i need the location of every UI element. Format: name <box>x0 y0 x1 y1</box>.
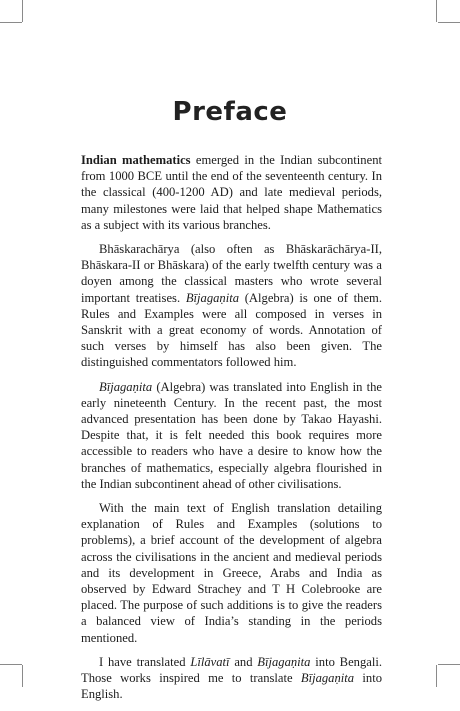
crop-mark-top-left <box>22 0 23 22</box>
crop-mark-bottom-right <box>436 665 437 687</box>
text-run: Līlāvatī <box>190 654 230 669</box>
crop-mark-left-upper <box>0 22 22 23</box>
text-run: Bījagaṇita <box>99 379 153 394</box>
paragraph-4 <box>81 500 382 646</box>
crop-mark-bottom-left <box>22 665 23 687</box>
text-run: Bījagaṇita <box>257 654 311 669</box>
text-run: into Bengali. Those works inspired me to translate <box>81 654 382 686</box>
paragraph-3 <box>81 379 382 492</box>
crop-mark-right-upper <box>438 22 460 23</box>
text-run: (Algebra) is one of them. Rules and Examples were all composed in verses in Sanskrit with a great economy of words. Annotation of such verses by himself has also been given. The distinguished commentators followed him. <box>81 290 382 370</box>
text-run: I have translated <box>99 654 191 669</box>
body-text <box>81 152 382 711</box>
text-run: Bījagaṇita <box>300 671 355 686</box>
crop-mark-left-lower <box>0 664 22 665</box>
text-run: into English. <box>81 671 382 702</box>
text-run: (Algebra) was translated into English in the early nineteenth Century. In the recent past, the most advanced presentation has been done by Takao Hayashi. Despite that, it is felt needed this book requires more accessible to readers who have a desire to know how the branches of mathematics, especially algebra flourished in the Indian subcontinent ahead of other civilisations. <box>81 379 382 491</box>
paragraph-5 <box>81 654 382 703</box>
text-run: With the main text of English translation detailing explanation of Rules and Examples (solutions to problems), a brief account of the development of algebra across the civilisations in the ancient and medieval periods and its development in Greece, Arabs and India as observed by Edward Strachey and T H Colebrooke are placed. The purpose of such additions is to give the readers a balanced view of India’s standing in the periods mentioned. <box>81 501 382 645</box>
page-title: Preface <box>172 97 288 127</box>
crop-mark-right-lower <box>438 664 460 665</box>
text-run: Indian mathematics <box>81 153 191 167</box>
paragraph-1 <box>81 152 382 233</box>
text-run: and <box>229 654 258 669</box>
text-run: Bījagaṇita <box>185 290 240 305</box>
crop-mark-top-right <box>436 0 437 22</box>
text-run: Bhāskarachārya (also often as Bhāskarāchārya-II, Bhāskara-II or Bhāskara) of the early twelfth century was a doyen among the classical masters who wrote several important treatises. <box>81 242 382 305</box>
text-run: emerged in the Indian subcontinent from 1000 BCE until the end of the seventeenth century. In the classical (400-1200 AD) and late medieval periods, many milestones were laid that helped shape Mathematics as a subject with its various branches. <box>81 153 382 232</box>
paragraph-2 <box>81 241 382 371</box>
